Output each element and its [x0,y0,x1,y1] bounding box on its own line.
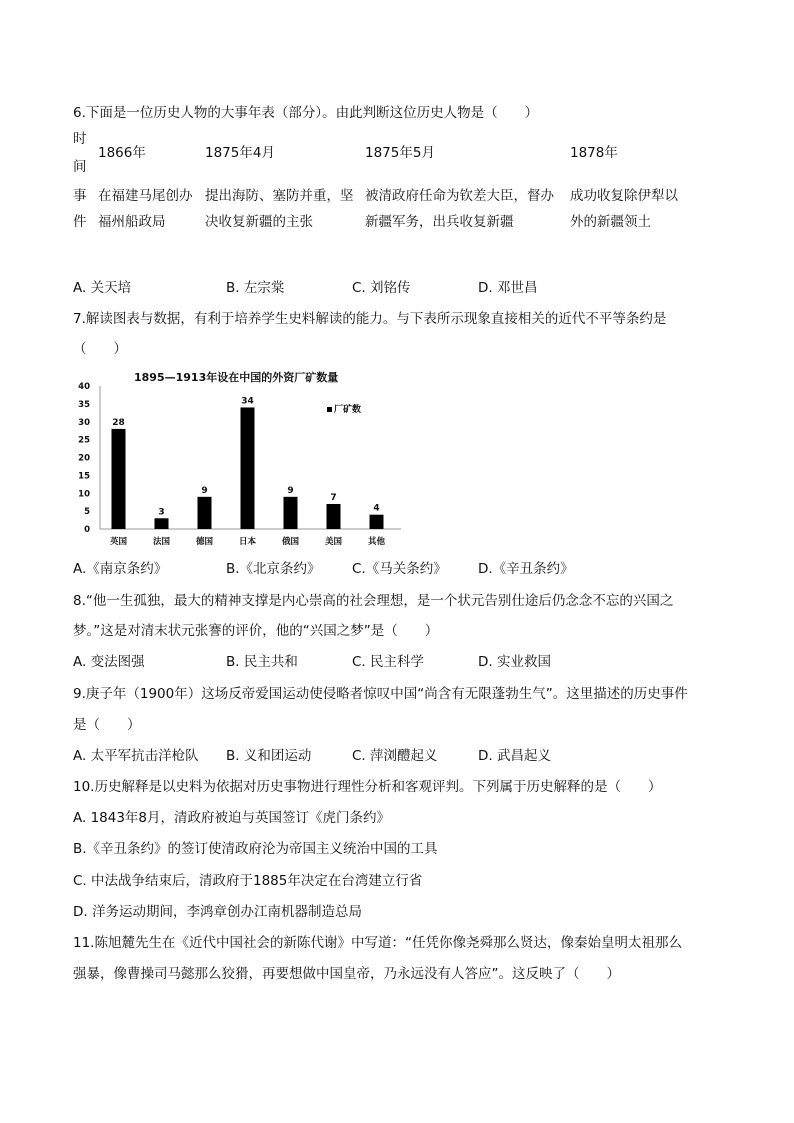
bar-value-label: 7 [330,492,337,503]
y-tick-label: 25 [78,435,90,446]
bar-value-label: 9 [201,485,208,496]
bar-value-label: 4 [373,503,380,514]
table-time-label-2: 间 [73,159,87,175]
bars [110,396,386,547]
table-year-2: 1875年4月 [205,145,275,161]
table-event-2-line-2: 决收复新疆的主张 [205,214,313,230]
q8-option-d[interactable]: D. 实业救国 [478,654,551,670]
q9-stem-line-2: 是（ ） [73,717,141,733]
q11-stem-line-2: 强暴，像曹操司马懿那么狡猾，再要想做中国皇帝，乃永远没有人答应”。这反映了（ ） [73,966,620,982]
q9-option-d[interactable]: D. 武昌起义 [478,748,551,764]
y-tick-label: 5 [84,507,90,518]
q7-stem-line-1: 7.解读图表与数据，有利于培养学生史料解读的能力。与下表所示现象直接相关的近代不平等条约是 [73,311,667,327]
bar [155,518,169,529]
y-tick-label: 30 [78,417,90,428]
chart-legend [327,403,361,415]
q8-stem-line-2: 梦。”这是对清末状元张謇的评价，他的“兴国之梦”是（ ） [73,623,439,639]
table-year-1: 1866年 [98,145,146,161]
q7-option-a[interactable]: A.《南京条约》 [73,561,168,577]
x-tick-label: 法国 [152,537,171,547]
y-tick-label: 20 [78,453,90,464]
x-tick-label: 英国 [109,537,128,547]
table-event-3-line-1: 被清政府任命为钦差大臣，督办 [365,188,554,204]
bar [241,407,255,529]
q6-option-c[interactable]: C. 刘铭传 [352,280,411,296]
q9-option-b[interactable]: B. 义和团运动 [226,748,312,764]
chart-title: 1895—1913年设在中国的外资厂矿数量 [134,371,339,384]
y-tick-label: 40 [78,382,90,392]
y-tick-label: 15 [78,471,90,482]
q6-option-d[interactable]: D. 邓世昌 [478,280,538,296]
q10-option-d[interactable]: D. 洋务运动期间，李鸿章创办江南机器制造总局 [73,904,362,920]
bar [327,504,341,529]
q7-option-c[interactable]: C.《马关条约》 [352,561,447,577]
x-tick-label: 德国 [195,537,214,547]
x-tick-label: 美国 [324,537,343,547]
bar-value-label: 28 [112,417,125,428]
q11-stem-line-1: 11.陈旭麓先生在《近代中国社会的新陈代谢》中写道：“任凭你像尧舜那么贤达，像秦始皇明太祖那么 [73,935,682,951]
q10-option-b[interactable]: B.《辛丑条约》的签订使清政府沦为帝国主义统治中国的工具 [73,841,438,857]
table-time-label-1: 时 [73,131,87,147]
q9-stem-line-1: 9.庚子年（1900年）这场反帝爱国运动使侵略者惊叹中国“尚含有无限蓬勃生气”。这里描述的历史事件 [73,686,688,702]
q7-option-d[interactable]: D.《辛丑条约》 [478,561,574,577]
q6-option-a[interactable]: A. 关天培 [73,280,132,296]
bar [198,497,212,529]
q7-option-b[interactable]: B.《北京条约》 [226,561,321,577]
q8-option-b[interactable]: B. 民主共和 [226,654,298,670]
table-event-1-line-2: 福州船政局 [98,214,166,230]
table-year-4: 1878年 [570,145,618,161]
bar-value-label: 9 [287,485,294,496]
bar-value-label: 34 [241,396,254,407]
q9-option-c[interactable]: C. 萍浏醴起义 [352,748,438,764]
bar [112,429,126,529]
bar-value-label: 3 [158,507,165,518]
q8-option-a[interactable]: A. 变法图强 [73,654,145,670]
y-tick-label: 10 [78,489,90,500]
table-event-4-line-1: 成功收复除伊犁以 [570,188,678,204]
q8-option-c[interactable]: C. 民主科学 [352,654,425,670]
legend-label: 厂矿数 [334,405,362,415]
table-event-label-1: 事 [73,188,87,204]
table-event-1-line-1: 在福建马尾创办 [98,188,193,204]
y-tick-label: 0 [84,525,90,535]
legend-swatch [327,407,332,412]
bar [284,497,298,529]
x-tick-label: 其他 [367,537,386,547]
q10-option-a[interactable]: A. 1843年8月，清政府被迫与英国签订《虎门条约》 [73,810,391,826]
table-event-2-line-1: 提出海防、塞防并重，坚 [205,188,354,204]
q10-stem: 10.历史解释是以史料为依据对历史事物进行理性分析和客观评判。下列属于历史解释的是（ ） [73,779,662,795]
bar [370,515,384,529]
q8-stem-line-1: 8.“他一生孤独，最大的精神支撑是内心崇高的社会理想，是一个状元告别仕途后仍念念不忘的兴国之 [73,593,674,609]
table-event-label-2: 件 [73,214,87,230]
x-tick-label: 俄国 [281,537,300,547]
y-tick-label: 35 [78,399,90,410]
q10-option-c[interactable]: C. 中法战争结束后，清政府于1885年决定在台湾建立行省 [73,873,423,889]
table-event-3-line-2: 新疆军务，出兵收复新疆 [365,214,514,230]
table-event-4-line-2: 外的新疆领土 [570,214,651,230]
q6-option-b[interactable]: B. 左宗棠 [226,280,285,296]
q9-option-a[interactable]: A. 太平军抗击洋枪队 [73,748,199,764]
foreign-factories-bar-chart [76,362,406,548]
q7-stem-line-2: （ ） [73,341,127,357]
x-tick-label: 日本 [238,537,257,547]
table-year-3: 1875年5月 [365,145,435,161]
q6-stem: 6.下面是一位历史人物的大事年表（部分）。由此判断这位历史人物是（ ） [73,105,539,121]
